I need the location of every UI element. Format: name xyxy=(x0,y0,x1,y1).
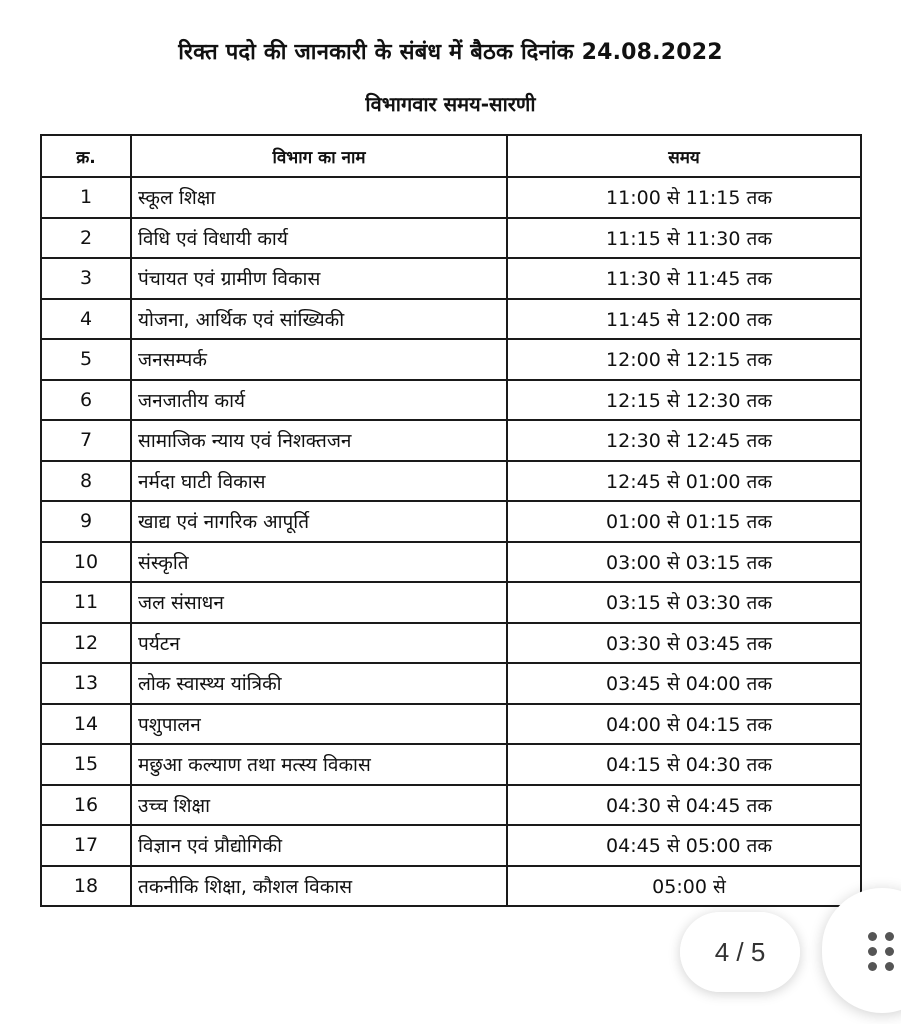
serial-number-cell: 10 xyxy=(41,542,131,583)
time-slot-cell: 04:15 से 04:30 तक xyxy=(507,744,861,785)
department-name-cell: सामाजिक न्याय एवं निशक्तजन xyxy=(131,420,507,461)
serial-number-cell: 14 xyxy=(41,704,131,745)
serial-number-cell: 5 xyxy=(41,339,131,380)
header-time: समय xyxy=(507,135,861,177)
time-slot-cell: 12:00 से 12:15 तक xyxy=(507,339,861,380)
department-name-cell: जनजातीय कार्य xyxy=(131,380,507,421)
department-name-cell: पशुपालन xyxy=(131,704,507,745)
time-slot-cell: 11:00 से 11:15 तक xyxy=(507,177,861,218)
department-name-cell: जनसम्पर्क xyxy=(131,339,507,380)
schedule-table xyxy=(40,134,862,907)
time-slot-cell: 04:45 से 05:00 तक xyxy=(507,825,861,866)
table-row xyxy=(41,623,861,664)
department-name-cell: स्कूल शिक्षा xyxy=(131,177,507,218)
serial-number-cell: 1 xyxy=(41,177,131,218)
time-slot-cell: 11:15 से 11:30 तक xyxy=(507,218,861,259)
table-row xyxy=(41,825,861,866)
table-row xyxy=(41,299,861,340)
time-slot-cell: 12:15 से 12:30 तक xyxy=(507,380,861,421)
table-header-row xyxy=(41,135,861,177)
time-slot-cell: 01:00 से 01:15 तक xyxy=(507,501,861,542)
serial-number-cell: 12 xyxy=(41,623,131,664)
serial-number-cell: 18 xyxy=(41,866,131,907)
department-name-cell: योजना, आर्थिक एवं सांख्यिकी xyxy=(131,299,507,340)
document-subtitle: विभागवार समय-सारणी xyxy=(365,92,536,116)
table-row xyxy=(41,339,861,380)
time-slot-cell: 11:30 से 11:45 तक xyxy=(507,258,861,299)
serial-number-cell: 17 xyxy=(41,825,131,866)
time-slot-cell: 03:00 से 03:15 तक xyxy=(507,542,861,583)
table-row xyxy=(41,420,861,461)
table-body xyxy=(41,177,861,906)
department-name-cell: विधि एवं विधायी कार्य xyxy=(131,218,507,259)
table-row xyxy=(41,461,861,502)
department-name-cell: विज्ञान एवं प्रौद्योगिकी xyxy=(131,825,507,866)
serial-number-cell: 3 xyxy=(41,258,131,299)
table-row xyxy=(41,866,861,907)
table-row xyxy=(41,704,861,745)
serial-number-cell: 16 xyxy=(41,785,131,826)
time-slot-cell: 03:30 से 03:45 तक xyxy=(507,623,861,664)
serial-number-cell: 8 xyxy=(41,461,131,502)
department-name-cell: तकनीकि शिक्षा, कौशल विकास xyxy=(131,866,507,907)
serial-number-cell: 9 xyxy=(41,501,131,542)
serial-number-cell: 6 xyxy=(41,380,131,421)
time-slot-cell: 12:45 से 01:00 तक xyxy=(507,461,861,502)
table-row xyxy=(41,380,861,421)
time-slot-cell: 12:30 से 12:45 तक xyxy=(507,420,861,461)
time-slot-cell: 11:45 से 12:00 तक xyxy=(507,299,861,340)
department-name-cell: पर्यटन xyxy=(131,623,507,664)
serial-number-cell: 7 xyxy=(41,420,131,461)
time-slot-cell: 03:15 से 03:30 तक xyxy=(507,582,861,623)
time-slot-cell: 04:00 से 04:15 तक xyxy=(507,704,861,745)
department-name-cell: लोक स्वास्थ्य यांत्रिकी xyxy=(131,663,507,704)
time-slot-cell: 04:30 से 04:45 तक xyxy=(507,785,861,826)
department-name-cell: पंचायत एवं ग्रामीण विकास xyxy=(131,258,507,299)
department-name-cell: संस्कृति xyxy=(131,542,507,583)
table-row xyxy=(41,744,861,785)
serial-number-cell: 2 xyxy=(41,218,131,259)
header-serial-number: क्र. xyxy=(41,135,131,177)
table-row xyxy=(41,663,861,704)
serial-number-cell: 15 xyxy=(41,744,131,785)
serial-number-cell: 4 xyxy=(41,299,131,340)
time-slot-cell: 05:00 से xyxy=(507,866,861,907)
table-row xyxy=(41,258,861,299)
header-department-name: विभाग का नाम xyxy=(131,135,507,177)
table-row xyxy=(41,177,861,218)
document-title: रिक्त पदो की जानकारी के संबंध में बैठक दिनांक 24.08.2022 xyxy=(178,40,723,65)
table-row xyxy=(41,501,861,542)
serial-number-cell: 11 xyxy=(41,582,131,623)
table-row xyxy=(41,218,861,259)
department-name-cell: जल संसाधन xyxy=(131,582,507,623)
department-name-cell: खाद्य एवं नागरिक आपूर्ति xyxy=(131,501,507,542)
serial-number-cell: 13 xyxy=(41,663,131,704)
table-row xyxy=(41,542,861,583)
page-indicator: 4 / 5 xyxy=(680,912,800,992)
time-slot-cell: 03:45 से 04:00 तक xyxy=(507,663,861,704)
grid-dots-icon xyxy=(868,932,898,972)
department-name-cell: मछुआ कल्याण तथा मत्स्य विकास xyxy=(131,744,507,785)
department-name-cell: नर्मदा घाटी विकास xyxy=(131,461,507,502)
table-row xyxy=(41,582,861,623)
department-name-cell: उच्च शिक्षा xyxy=(131,785,507,826)
table-row xyxy=(41,785,861,826)
